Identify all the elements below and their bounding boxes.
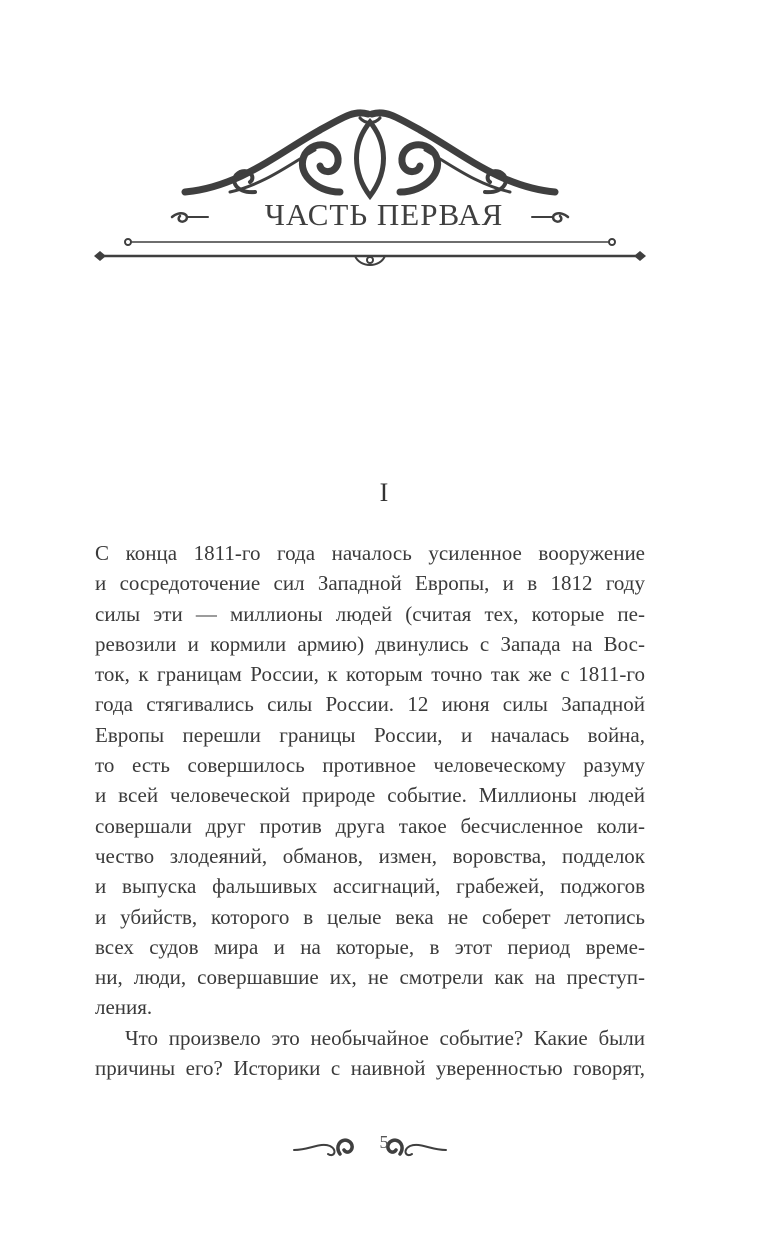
text-line: чество злодеяний, обманов, измен, воровства, подделок (95, 843, 645, 868)
text-line: и сосредоточение сил Западной Европы, и в 1812 году (95, 571, 645, 596)
text-line: С конца 1811-го года началось усиленное вооружение (95, 541, 645, 565)
chapter-number: I (379, 478, 389, 507)
body-text (95, 538, 645, 1083)
text-line: года стягивались силы России. 12 июня силы Западной (95, 692, 645, 717)
text-line: силы эти — миллионы людей (считая тех, которые пе- (95, 601, 645, 626)
part-title: ЧАСТЬ ПЕРВАЯ (264, 197, 504, 232)
text-line: то есть совершилось противное человеческому разуму (95, 753, 645, 778)
text-line: и выпуска фальшивых ассигнаций, грабежей, поджогов (95, 874, 645, 899)
text-line: всех судов мира и на которые, в этот период време- (95, 934, 645, 959)
text-line: ни, люди, совершавшие их, не смотрели как на преступ- (95, 965, 645, 990)
text-line: Европы перешли границы России, и началась война, (95, 722, 645, 747)
header-ornament (90, 92, 650, 282)
text-line: и убийств, которого в целые века не соберет летопись (95, 904, 645, 929)
page-number: 5 (379, 1132, 389, 1152)
text-line: Что произвело это необычайное событие? Какие были (125, 1025, 645, 1050)
text-line: причины его? Историки с наивной уверенностью говорят, (95, 1056, 645, 1081)
text-line: совершали друг против друга такое бесчисленное коли- (95, 813, 645, 838)
text-line: и всей человеческой природе событие. Миллионы людей (95, 783, 645, 808)
text-line: ления. (95, 995, 153, 1020)
text-line: ток, к границам России, к которым точно так же с 1811-го (95, 662, 645, 687)
paragraph-1 (95, 538, 645, 1023)
text-line: ревозили и кормили армию) двинулись с Запада на Вос- (95, 631, 645, 656)
paragraph-2 (95, 1023, 645, 1084)
